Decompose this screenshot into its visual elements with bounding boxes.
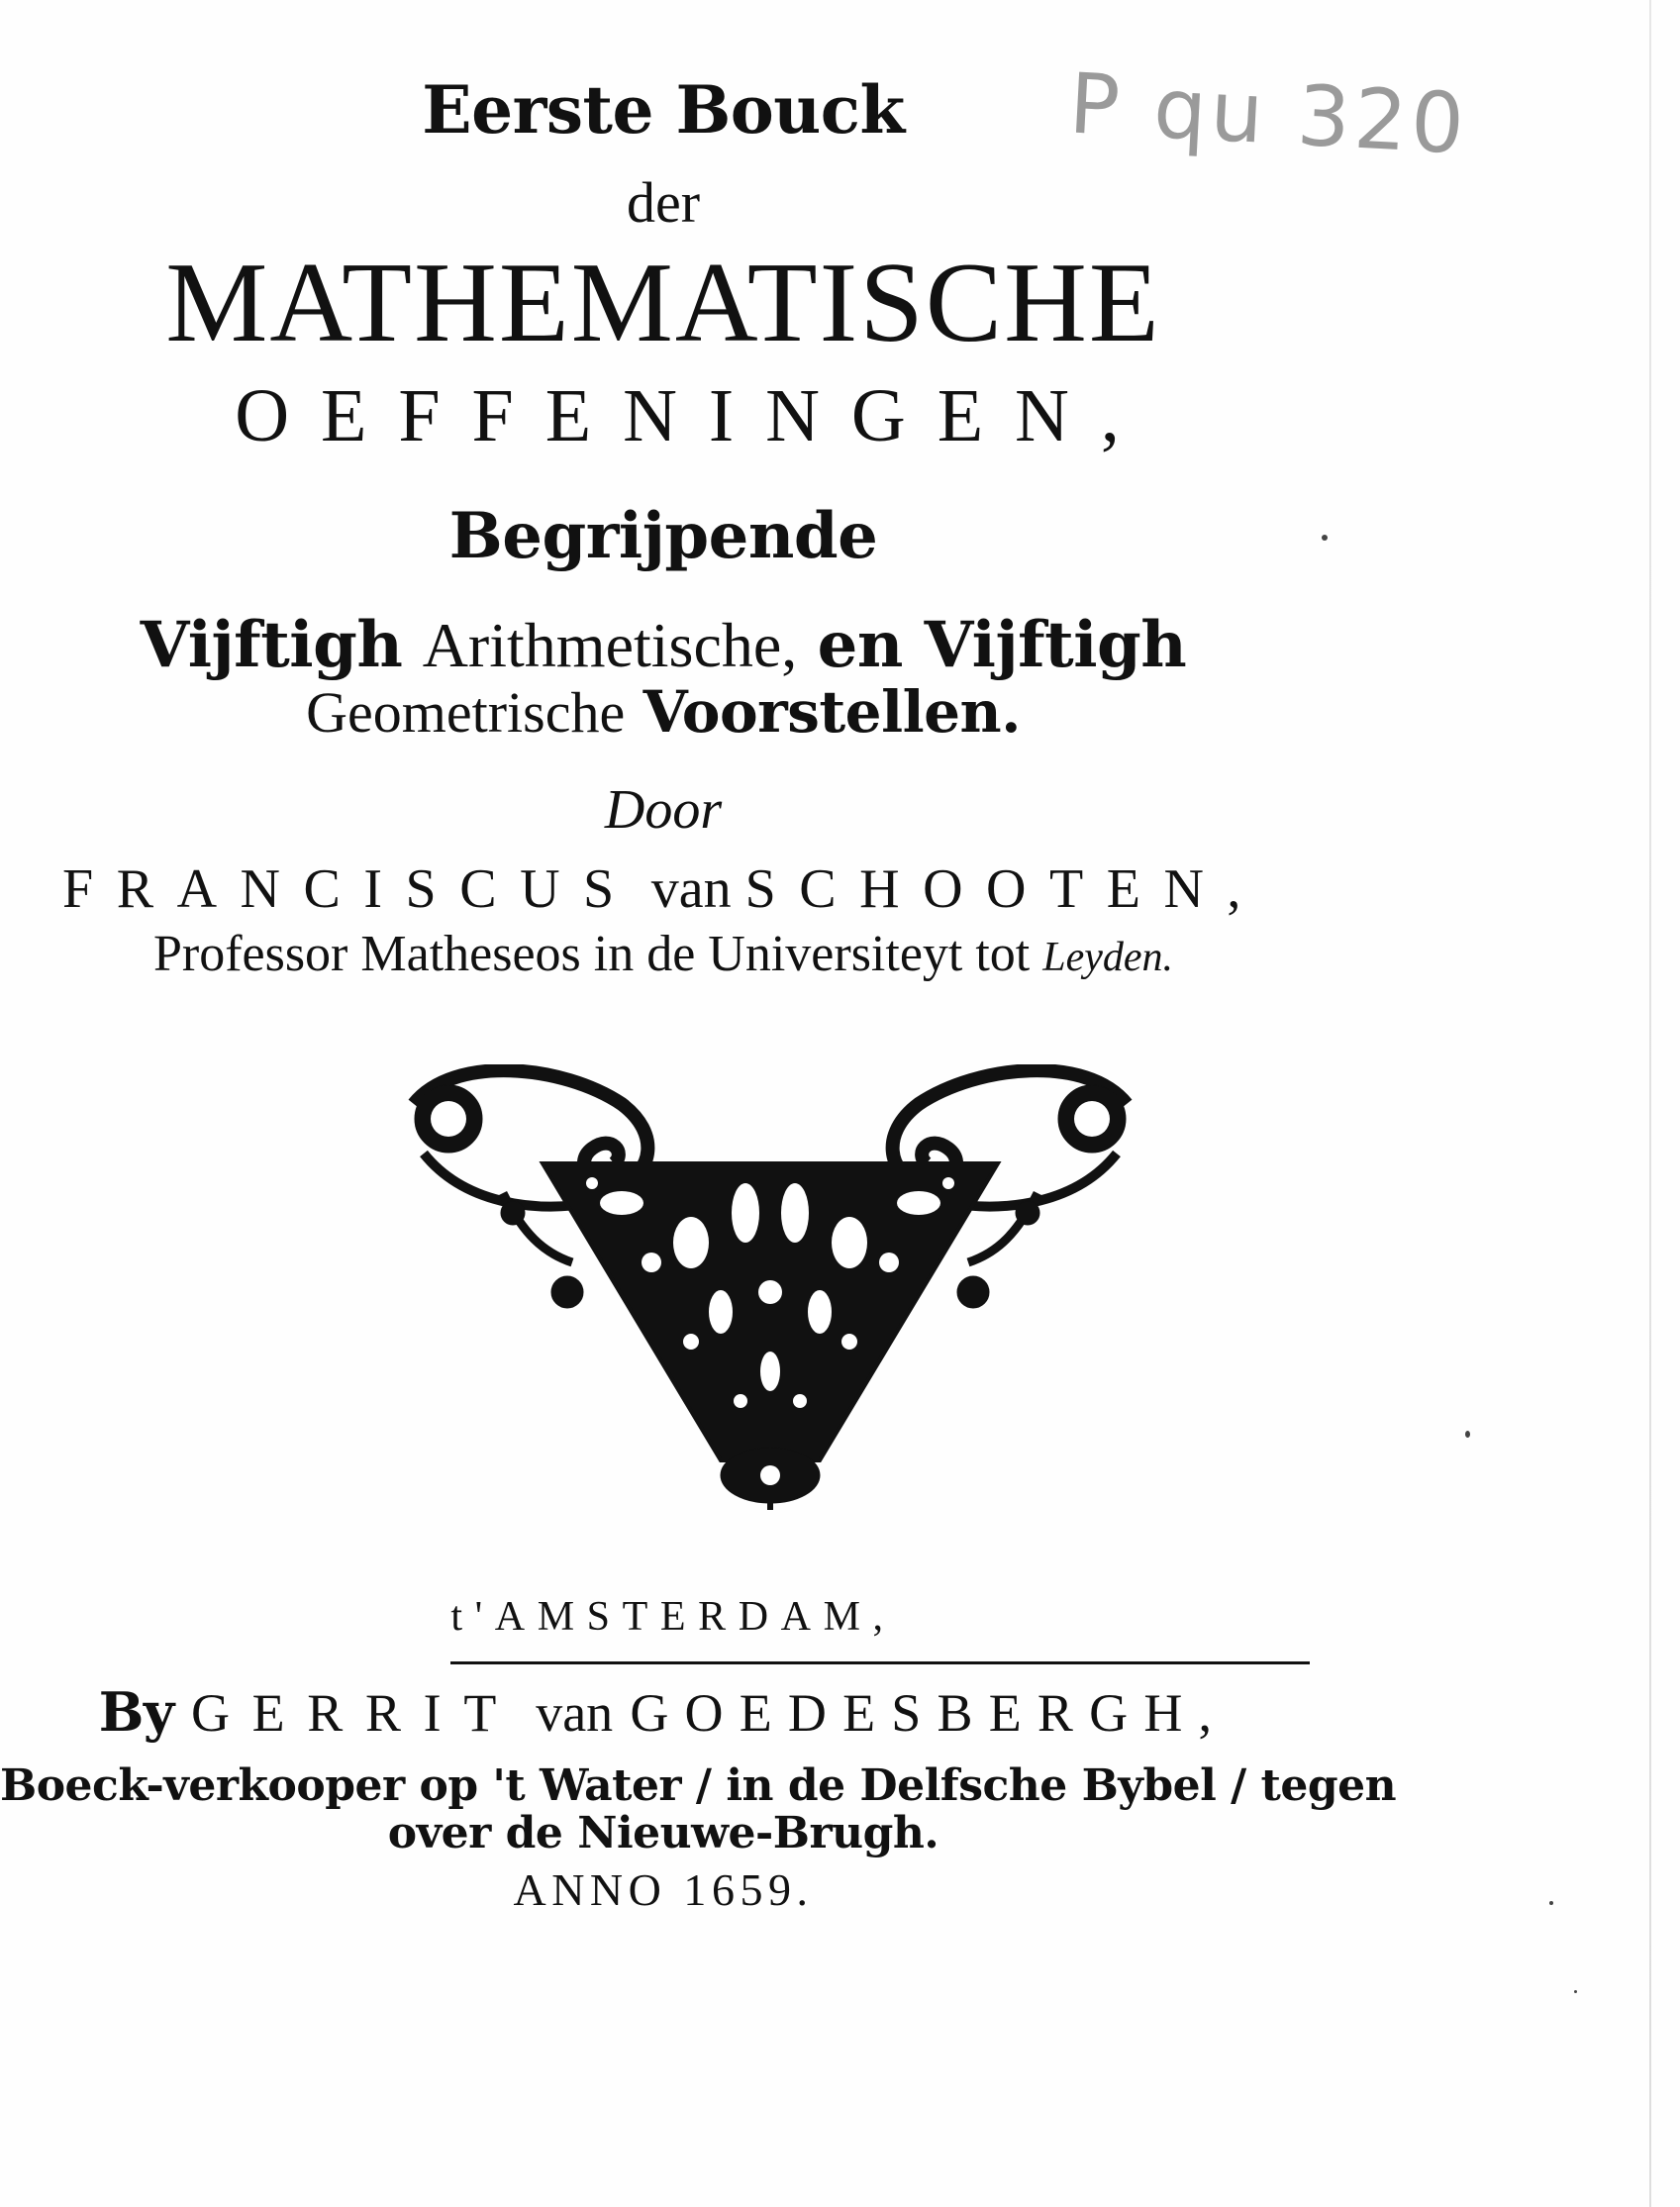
imprint-rule (450, 1661, 1310, 1664)
affiliation-city: Leyden. (1042, 935, 1174, 980)
imprint-city: t'AMSTERDAM, (450, 1594, 896, 1640)
imprint-address-2: over de Nieuwe-Brugh. (387, 1808, 939, 1858)
page-edge (1649, 0, 1651, 2207)
imprint-printer (0, 1680, 1327, 1744)
blackletter-vijftigh: Vijftigh (140, 608, 403, 682)
word-geometrische: Geometrische (306, 680, 626, 745)
title-line-contents-1 (0, 608, 1327, 682)
title-line-der: der (626, 170, 701, 235)
printer-surname: GOEDESBERGH, (630, 1683, 1229, 1743)
title-line-door: Door (604, 779, 723, 841)
author-surname: SCHOOTEN, (744, 858, 1264, 920)
word-arithmetische: Arithmetische, (422, 610, 798, 680)
printer-particle: van (536, 1683, 614, 1743)
author-name (0, 858, 1327, 920)
printer-first-name: GERRIT (190, 1683, 520, 1743)
imprint-by: By (98, 1680, 174, 1744)
affiliation-text: Professor Matheseos in de Universiteyt tot (152, 926, 1031, 982)
imprint-year: ANNO 1659. (513, 1864, 814, 1915)
paper-speck (1465, 1431, 1470, 1438)
title-line-book: Eerste Bouck (422, 71, 905, 149)
author-particle: van (650, 858, 732, 920)
paper-speck (1322, 535, 1328, 541)
title-subtitle: OEFFENINGEN, (235, 374, 1151, 457)
title-line-contents-2 (0, 678, 1327, 746)
paper-speck (1574, 1990, 1577, 1993)
blackletter-voorstellen: Voorstellen. (642, 678, 1021, 746)
imprint-address-1: Boeck-verkooper op 't Water / in de Delfsche Bybel / tegen (0, 1760, 1397, 1811)
author-affiliation (0, 926, 1327, 982)
printers-ornament (394, 1064, 1146, 1510)
shelfmark-annotation: P qu 320 (1066, 54, 1471, 173)
author-first-name: FRANCISCUS (62, 858, 638, 920)
paper-speck (1549, 1901, 1553, 1905)
title-main: MATHEMATISCHE (165, 240, 1161, 366)
blackletter-en-vijftigh: en Vijftigh (817, 608, 1187, 682)
title-line-begrijpende: Begrijpende (448, 499, 878, 573)
